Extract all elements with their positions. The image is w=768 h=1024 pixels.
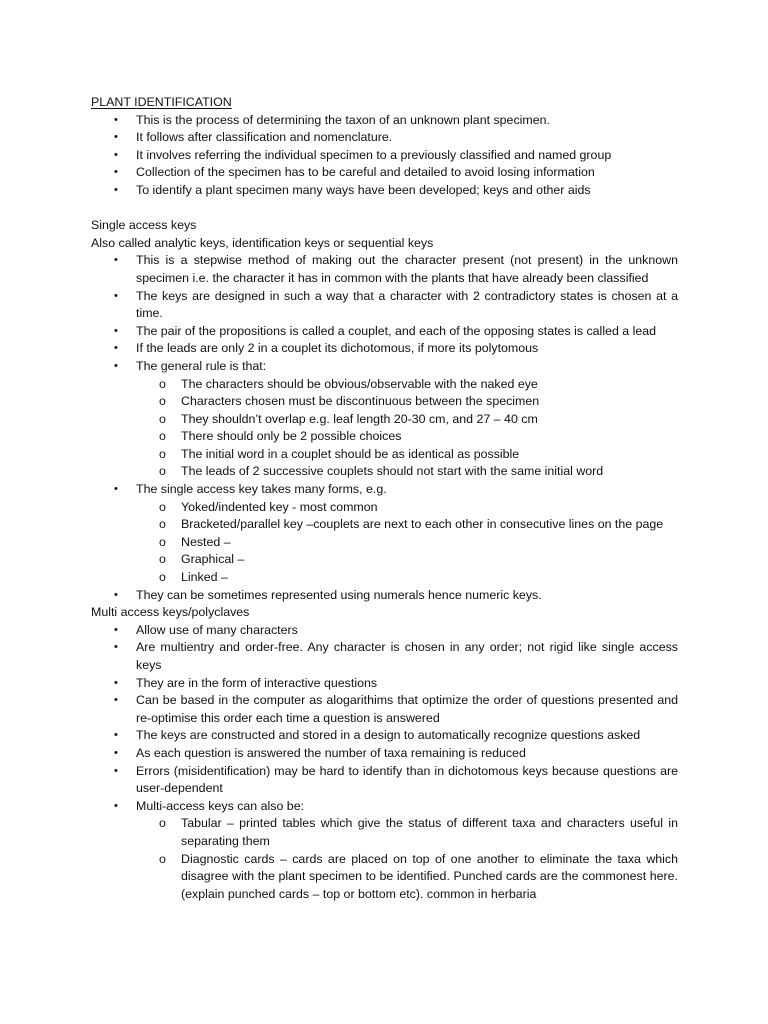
list-item-text: They can be sometimes represented using numerals hence numeric keys. [136,587,542,602]
list-item-text: The single access key takes many forms, e.g. [136,482,387,497]
sub-list-item [136,534,678,552]
rules-sub-list [136,376,678,482]
paragraph-gap [91,200,678,218]
sub-item-text: There should only be 2 possible choices [181,429,402,444]
sub-item-text: Diagnostic cards – cards are placed on top of one another to eliminate the taxa which disagree with the plant specimen to be identified. Punched cards are the commonest here. (explain punched cards – top or bottom etc). common in herbaria [181,851,678,901]
sub-item-text: Tabular – printed tables which give the status of different taxa and characters useful in separating them [181,816,678,848]
list-item-text: They are in the form of interactive questions [136,675,378,690]
sub-list-item [136,499,678,517]
sub-marker: o [159,394,166,409]
bullet-marker: • [114,254,118,267]
sub-item-text: The characters should be obvious/observable with the naked eye [181,376,538,391]
list-item [91,164,678,182]
sub-item-text: Characters chosen must be discontinuous between the specimen [181,394,540,409]
list-item-text: If the leads are only 2 in a couplet its dichotomous, if more its polytomous [136,341,539,356]
list-item [91,745,678,763]
list-item [91,481,678,587]
bullet-marker: • [114,764,118,777]
sub-item-text: Nested – [181,534,231,549]
document-page [91,94,678,903]
bullet-marker: • [114,324,118,337]
sub-list-item [136,516,678,534]
list-item [91,112,678,130]
sub-marker: o [159,464,166,479]
sub-list-item [136,411,678,429]
list-item-text: To identify a plant specimen many ways have been developed; keys and other aids [136,182,591,197]
sub-list-item [136,851,678,904]
bullet-marker: • [114,623,118,636]
sub-item-text: Graphical – [181,552,245,567]
bullet-marker: • [114,131,118,144]
sub-item-text: Linked – [181,570,228,585]
list-item-text: It follows after classification and nomenclature. [136,130,393,145]
list-item-text: Can be based in the computer as alogarithims that optimize the order of questions presented and re-optimise this order each time a question is answered [136,693,678,725]
list-item [91,323,678,341]
bullet-marker: • [114,183,118,196]
list-item-text: Collection of the specimen has to be careful and detailed to avoid losing information [136,165,595,180]
sub-marker: o [159,816,166,831]
bullet-marker: • [114,746,118,759]
list-item [91,675,678,693]
multi-access-bullet-list [91,622,678,904]
sub-marker: o [159,429,166,444]
bullet-marker: • [114,799,118,812]
list-item-text: It involves referring the individual specimen to a previously classified and named group [136,147,612,162]
sub-list-item [136,569,678,587]
bullet-marker: • [114,676,118,689]
list-item [91,340,678,358]
list-item-text: This is the process of determining the taxon of an unknown plant specimen. [136,112,550,127]
sub-item-text: The initial word in a couplet should be as identical as possible [181,446,520,461]
sub-list-item [136,376,678,394]
sub-marker: o [159,376,166,391]
sub-marker: o [159,446,166,461]
list-item-text: Multi-access keys can also be: [136,798,305,813]
list-item [91,798,678,904]
sub-item-text: Bracketed/parallel key –couplets are next to each other in consecutive lines on the page [181,517,664,532]
forms-sub-list [136,499,678,587]
sub-marker: o [159,552,166,567]
bullet-marker: • [114,694,118,707]
sub-marker: o [159,534,166,549]
sub-list-item [136,428,678,446]
list-item-text: The keys are constructed and stored in a design to automatically recognize questions asked [136,728,641,743]
list-item [91,252,678,287]
list-item [91,182,678,200]
bullet-marker: • [114,729,118,742]
list-item [91,147,678,165]
bullet-marker: • [114,113,118,126]
list-item [91,763,678,798]
list-item-text: Are multientry and order-free. Any character is chosen in any order; not rigid like single access keys [136,640,678,672]
page-title: PLANT IDENTIFICATION [91,95,232,109]
list-item-text: Errors (misidentification) may be hard to identify than in dichotomous keys because questions are user-dependent [136,763,678,796]
sub-item-text: They shouldn’t overlap e.g. leaf length 20-30 cm, and 27 – 40 cm [181,411,538,426]
sub-list-item [136,393,678,411]
list-item [91,622,678,640]
list-item-text: The pair of the propositions is called a couplet, and each of the opposing states is called a lead [136,323,657,338]
bullet-marker: • [114,641,118,654]
sub-marker: o [159,851,166,866]
bullet-marker: • [114,148,118,161]
types-sub-list [136,815,678,903]
sub-marker: o [159,499,166,514]
list-item [91,129,678,147]
sub-list-item [136,446,678,464]
list-item-text: As each question is answered the number of taxa remaining is reduced [136,745,526,760]
list-item [91,288,678,323]
sub-marker: o [159,570,166,585]
sub-list-item [136,463,678,481]
list-item [91,727,678,745]
bullet-marker: • [114,359,118,372]
sub-marker: o [159,411,166,426]
list-item [91,692,678,727]
list-item-text: Allow use of many characters [136,622,298,637]
list-item [91,358,678,481]
list-item [91,587,678,605]
multi-access-heading: Multi access keys/polyclaves [91,605,250,620]
sub-list-item [136,551,678,569]
sub-list-item [136,815,678,850]
single-access-subheading: Also called analytic keys, identification keys or sequential keys [91,235,434,250]
list-item-text: The keys are designed in such a way that a character with 2 contradictory states is chosen at a time. [136,288,678,321]
list-item [91,639,678,674]
bullet-marker: • [114,588,118,601]
bullet-marker: • [114,289,118,302]
intro-bullet-list [91,112,678,200]
sub-item-text: Yoked/indented key - most common [181,499,378,514]
sub-item-text: The leads of 2 successive couplets should not start with the same initial word [181,464,604,479]
sub-marker: o [159,517,166,532]
single-access-bullet-list [91,252,678,604]
bullet-marker: • [114,166,118,179]
list-item-text: This is a stepwise method of making out the character present (not present) in the unknown specimen i.e. the character it has in common with the plants that have already been classified [136,253,678,285]
bullet-marker: • [114,483,118,496]
bullet-marker: • [114,342,118,355]
list-item-text: The general rule is that: [136,358,267,373]
single-access-heading: Single access keys [91,218,197,233]
